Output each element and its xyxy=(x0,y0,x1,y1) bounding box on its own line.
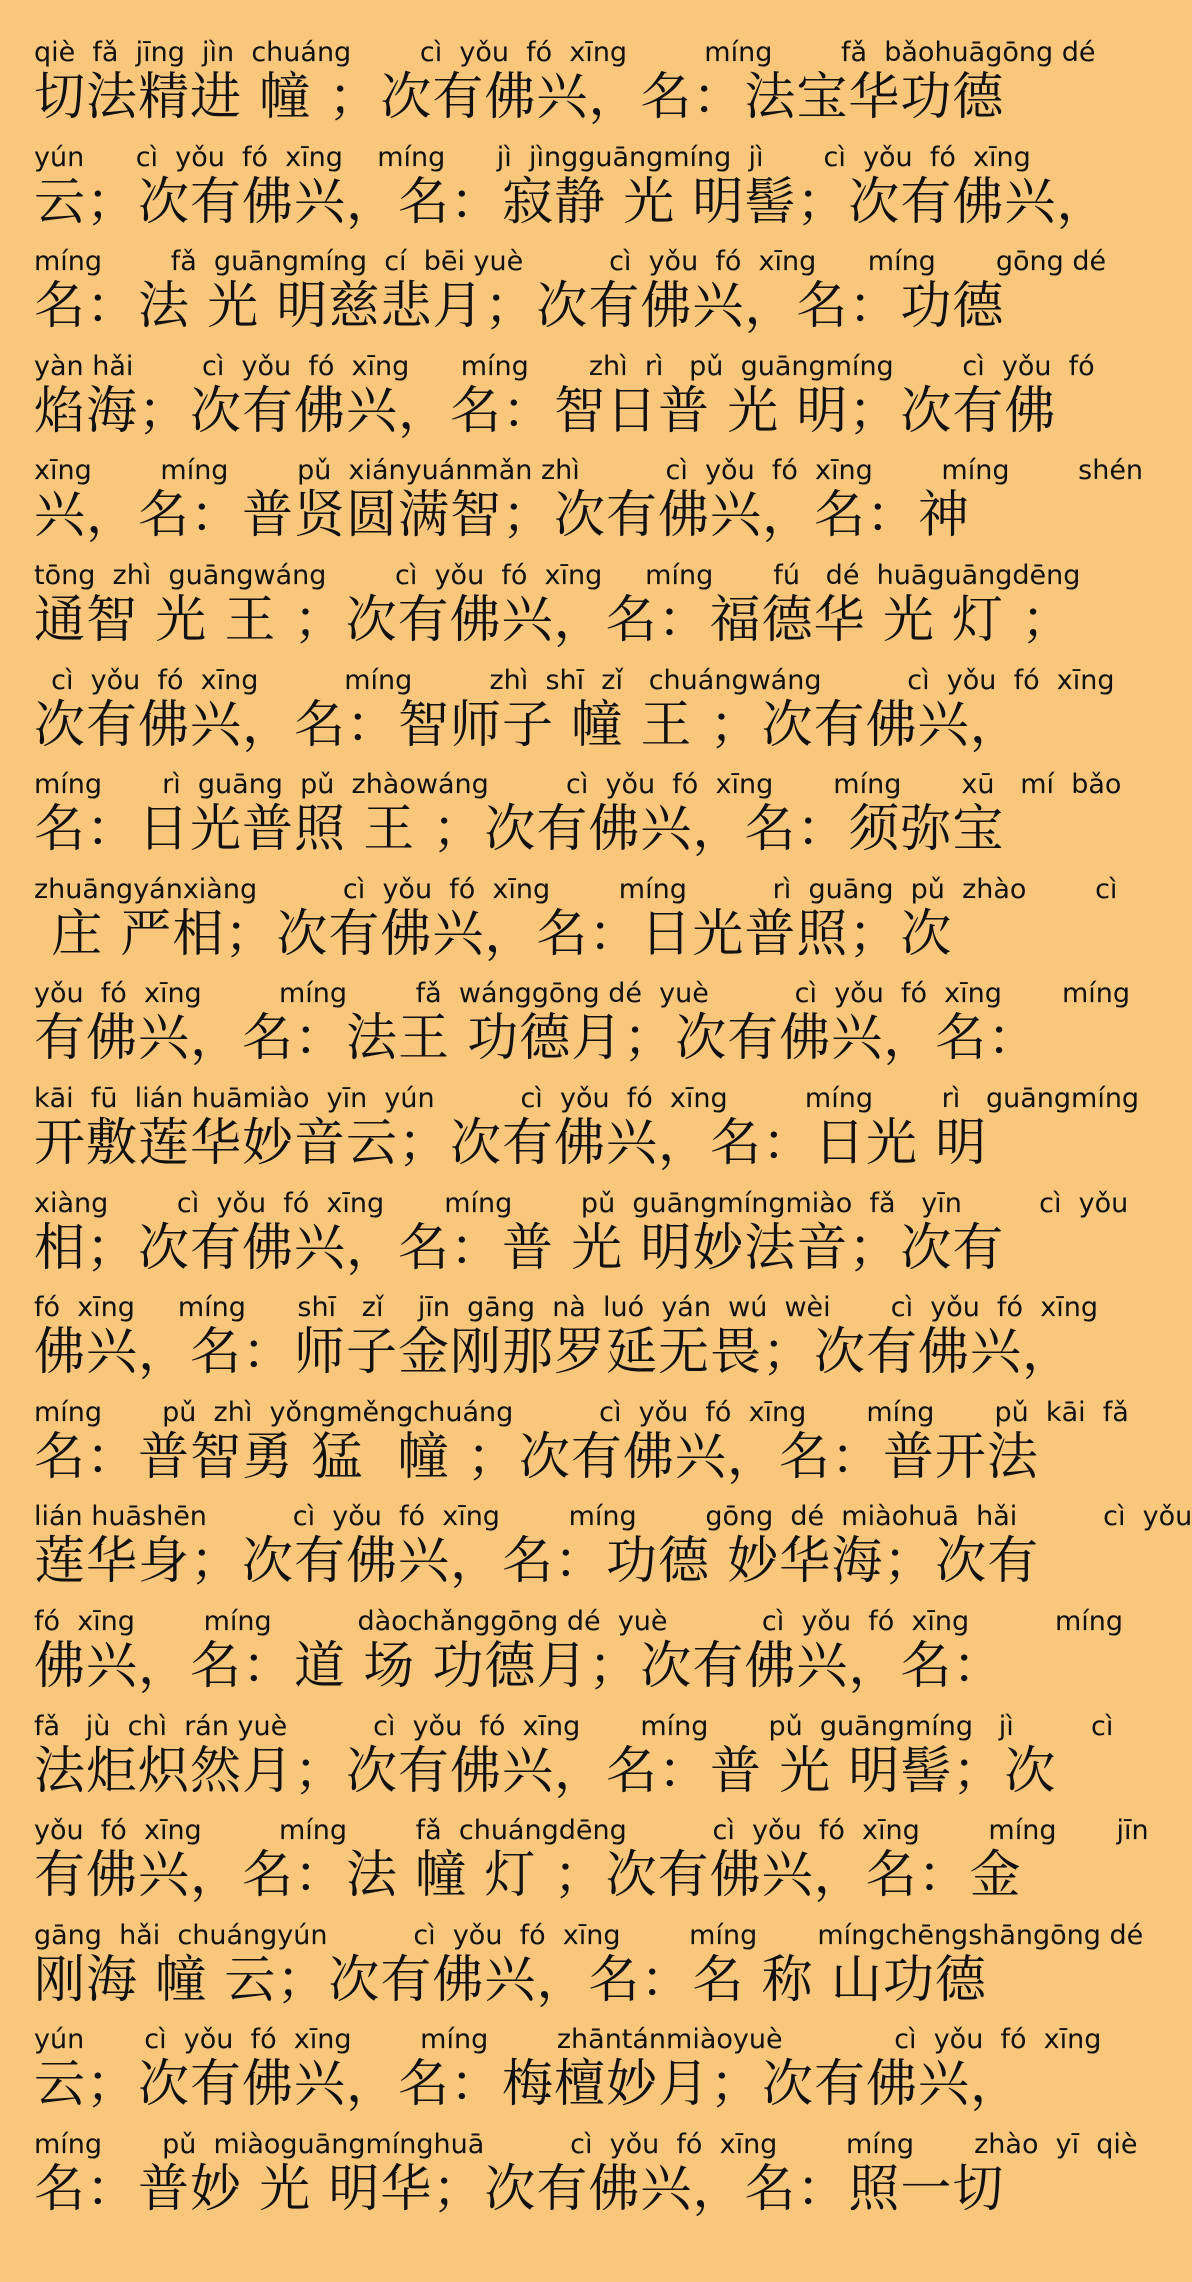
pinyin-annotation: fǎ jù chì rán yuè cì yǒu fó xīng míng pǔ guāngmíng jì cì xyxy=(34,1710,1114,1742)
pinyin-annotation: yàn hǎi cì yǒu fó xīng míng zhì rì pǔ guāngmíng cì yǒu fó xyxy=(34,350,1095,382)
chinese-text: 佛兴，名：道 场 功德月；次有佛兴，名： xyxy=(34,1636,1005,1696)
chinese-text: 名：普智勇 猛 幢 ；次有佛兴，名：普开法 xyxy=(34,1427,1039,1487)
text-line xyxy=(34,2128,1138,2235)
pinyin-annotation: zhuāngyánxiàng cì yǒu fó xīng míng rì guāng pǔ zhào cì xyxy=(34,873,1118,905)
pinyin-annotation: xiàng cì yǒu fó xīng míng pǔ guāngmíngmiào fǎ yīn cì yǒu xyxy=(34,1187,1129,1219)
text-line xyxy=(34,141,1109,248)
chinese-text: 开敷莲华妙音云；次有佛兴，名：日光 明 xyxy=(34,1113,988,1173)
chinese-text: 相；次有佛兴，名：普 光 明妙法音；次有 xyxy=(34,1218,1005,1278)
text-line xyxy=(34,37,1096,143)
chinese-text: 庄 严相；次有佛兴，名：日光普照；次 xyxy=(34,904,953,964)
pinyin-annotation: yǒu fó xīng míng fǎ chuángdēng cì yǒu fó xīng míng jīn xyxy=(34,1815,1149,1847)
text-line xyxy=(34,455,1144,561)
text-line xyxy=(34,1919,1144,2026)
pinyin-annotation: gāng hǎi chuángyún cì yǒu fó xīng míng míngchēngshāngōng dé xyxy=(34,1919,1144,1951)
pinyin-annotation: yún cì yǒu fó xīng míng zhāntánmiàoyuè cì yǒu fó xīng xyxy=(34,2024,1102,2056)
chinese-text: 法炬炽然月；次有佛兴，名：普 光 明髻；次 xyxy=(34,1741,1057,1801)
pinyin-annotation: míng rì guāng pǔ zhàowáng cì yǒu fó xīng míng xū mí bǎo xyxy=(34,769,1122,801)
pinyin-annotation: yǒu fó xīng míng fǎ wánggōng dé yuè cì yǒu fó xīng míng xyxy=(34,978,1131,1010)
pinyin-annotation: yún cì yǒu fó xīng míng jì jìngguāngmíng jì cì yǒu fó xīng xyxy=(34,141,1031,173)
text-line xyxy=(34,2024,1102,2130)
pinyin-annotation: xīng míng pǔ xiányuánmǎn zhì cì yǒu fó xīng míng shén xyxy=(34,455,1144,487)
pinyin-annotation: míng pǔ miàoguāngmínghuā cì yǒu fó xīng míng zhào yī qiè xyxy=(34,2128,1138,2160)
text-line xyxy=(34,1396,1129,1503)
pinyin-annotation: míng pǔ zhì yǒngměngchuáng cì yǒu fó xīng míng pǔ kāi fǎ xyxy=(34,1396,1129,1428)
pinyin-annotation: lián huāshēn cì yǒu fó xīng míng gōng dé miàohuā hǎi cì yǒu xyxy=(34,1501,1192,1533)
text-line xyxy=(34,1292,1098,1398)
text-line xyxy=(34,769,1122,875)
text-line xyxy=(34,1815,1149,1921)
chinese-text: 焰海；次有佛兴，名：智日普 光 明；次有佛 xyxy=(34,381,1057,441)
pinyin-annotation: cì yǒu fó xīng míng zhì shī zǐ chuángwáng cì yǒu fó xīng xyxy=(34,664,1115,696)
chinese-text: 莲华身；次有佛兴，名：功德 妙华海；次有 xyxy=(34,1532,1040,1592)
chinese-text: 兴，名：普贤圆满智；次有佛兴，名：神 xyxy=(34,486,971,546)
pinyin-annotation: fó xīng míng shī zǐ jīn gāng nà luó yán wú wèi cì yǒu fó xīng xyxy=(34,1292,1098,1324)
text-line xyxy=(34,873,1118,980)
chinese-text: 切法精进 幢 ；次有佛兴，名：法宝华功德 xyxy=(34,68,1005,127)
chinese-text: 次有佛兴，名：智师子 幢 王 ；次有佛兴， xyxy=(34,695,1022,755)
chinese-text: 名：普妙 光 明华；次有佛兴，名：照一切 xyxy=(34,2159,1005,2219)
pinyin-annotation: kāi fū lián huāmiào yīn yún cì yǒu fó xīng míng rì guāngmíng xyxy=(34,1082,1140,1114)
pinyin-annotation: qiè fǎ jīng jìn chuáng cì yǒu fó xīng míng fǎ bǎohuāgōng dé xyxy=(34,37,1096,68)
text-line xyxy=(34,350,1095,457)
chinese-text: 刚海 幢 云；次有佛兴，名：名 称 山功德 xyxy=(34,1950,987,2010)
chinese-text: 云；次有佛兴，名：梅檀妙月；次有佛兴， xyxy=(34,2055,1023,2115)
text-line xyxy=(34,559,1081,666)
pinyin-annotation: tōng zhì guāngwáng cì yǒu fó xīng míng fú dé huāguāngdēng xyxy=(34,559,1081,591)
chinese-text: 名：法 光 明慈悲月；次有佛兴，名：功德 xyxy=(34,277,1005,337)
chinese-text: 有佛兴，名：法 幢 灯 ；次有佛兴，名：金 xyxy=(34,1846,1022,1906)
text-line xyxy=(34,246,1107,352)
text-line xyxy=(34,1605,1124,1712)
chinese-text: 有佛兴，名：法王 功德月；次有佛兴，名： xyxy=(34,1009,1040,1069)
text-line xyxy=(34,1501,1192,1607)
chinese-text: 云；次有佛兴，名：寂静 光 明髻；次有佛兴， xyxy=(34,172,1109,232)
text-line xyxy=(34,1082,1140,1189)
text-line xyxy=(34,1187,1129,1294)
text-line xyxy=(34,1710,1114,1817)
pinyin-annotation: fó xīng míng dàochǎnggōng dé yuè cì yǒu fó xīng míng xyxy=(34,1605,1124,1637)
pinyin-annotation: míng fǎ guāngmíng cí bēi yuè cì yǒu fó xīng míng gōng dé xyxy=(34,246,1107,278)
chinese-text: 名：日光普照 王 ；次有佛兴，名：须弥宝 xyxy=(34,800,1005,860)
text-line xyxy=(34,978,1131,1084)
chinese-text: 通智 光 王 ；次有佛兴，名：福德华 光 灯 ； xyxy=(34,590,1074,650)
text-line xyxy=(34,664,1115,771)
chinese-text: 佛兴，名：师子金刚那罗延无畏；次有佛兴， xyxy=(34,1323,1075,1383)
